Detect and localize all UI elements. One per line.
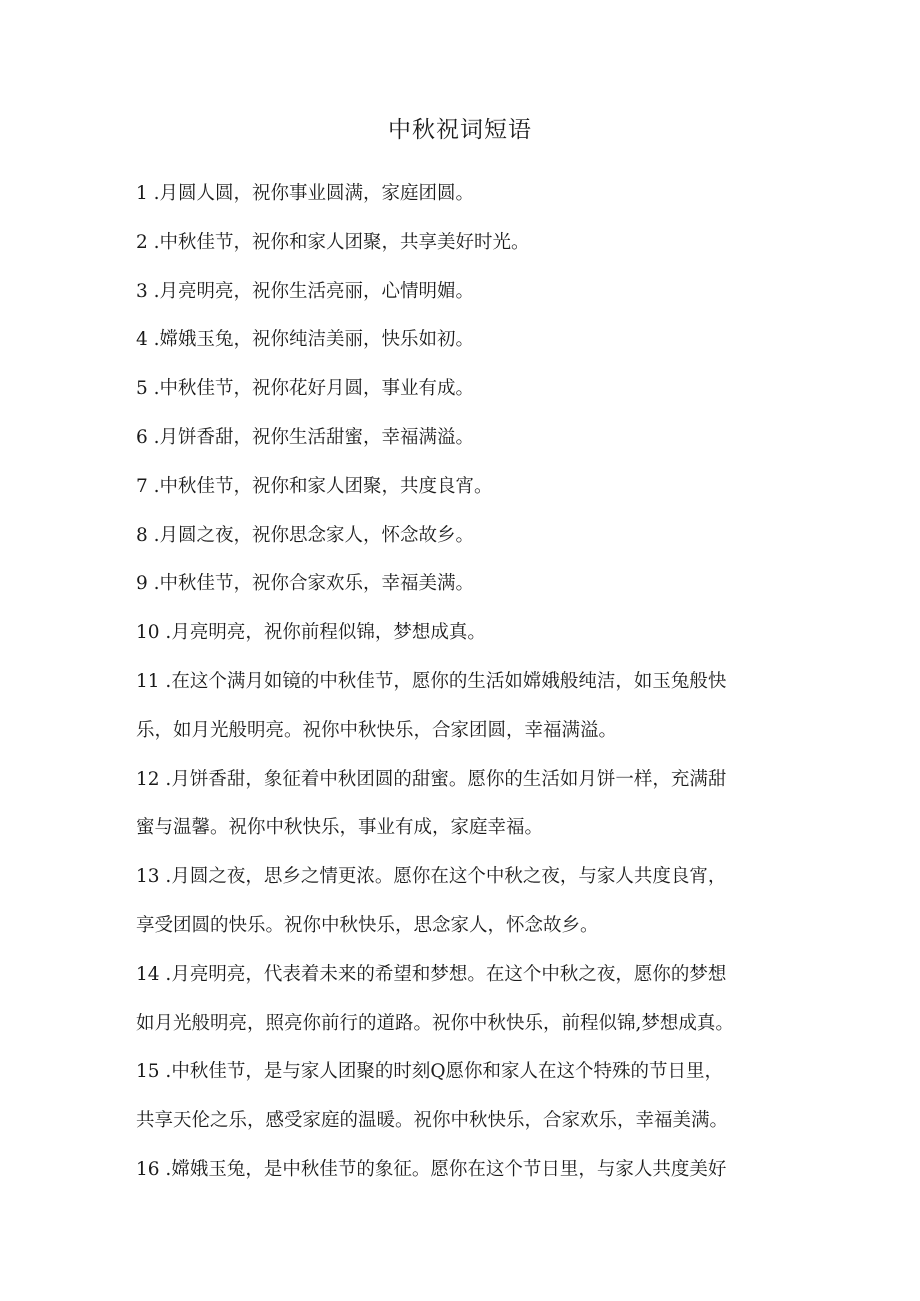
item-number: 8 . bbox=[136, 524, 160, 546]
item-number: 15 . bbox=[136, 1061, 172, 1083]
item-number: 7 . bbox=[136, 475, 160, 497]
list-item-line bbox=[136, 316, 788, 365]
list-item bbox=[136, 219, 788, 268]
item-text: 月圆之夜，祝你思念家人，怀念故乡。 bbox=[159, 524, 475, 546]
greeting-list bbox=[136, 170, 788, 1195]
item-number: 16 . bbox=[136, 1158, 172, 1180]
item-number: 6 . bbox=[136, 426, 160, 448]
list-item-line bbox=[136, 951, 788, 1000]
item-text: 在这个满月如镜的中秋佳节，愿你的生活如嫦娥般纯洁，如玉兔般快 bbox=[171, 670, 727, 692]
list-item-line bbox=[136, 268, 788, 317]
list-item-line bbox=[136, 853, 788, 902]
item-text: 月亮明亮，祝你前程似锦，梦想成真。 bbox=[171, 622, 486, 644]
list-item-continuation: 共享天伦之乐，感受家庭的温暖。祝你中秋快乐，合家欢乐，幸福美满。 bbox=[136, 1110, 729, 1132]
item-text: 月亮明亮，代表着未来的希望和梦想。在这个中秋之夜，愿你的梦想 bbox=[171, 963, 727, 985]
document-title: 中秋祝词短语 bbox=[388, 117, 532, 143]
list-item-line bbox=[136, 365, 788, 414]
list-item bbox=[136, 316, 788, 365]
list-item-line bbox=[136, 1146, 788, 1195]
list-item bbox=[136, 658, 788, 756]
item-text: 嫦娥玉兔，是中秋佳节的象征。愿你在这个节日里，与家人共度美好 bbox=[171, 1158, 727, 1180]
list-item-line bbox=[136, 756, 788, 805]
item-number: 11 . bbox=[136, 670, 172, 692]
item-text: 月亮明亮，祝你生活亮丽，心情明媚。 bbox=[159, 280, 475, 302]
item-text: 月饼香甜，象征着中秋团圆的甜蜜。愿你的生活如月饼一样，充满甜 bbox=[171, 768, 727, 790]
list-item-line bbox=[136, 1048, 788, 1097]
list-item bbox=[136, 170, 788, 219]
list-item-continuation: 乐，如月光般明亮。祝你中秋快乐，合家团圆，幸福满溢。 bbox=[136, 719, 618, 741]
list-item bbox=[136, 609, 788, 658]
list-item-line bbox=[136, 414, 788, 463]
item-number: 3 . bbox=[136, 280, 160, 302]
item-text: 中秋佳节，祝你和家人团聚，共享美好时光。 bbox=[159, 231, 530, 253]
item-number: 1 . bbox=[136, 183, 160, 204]
item-number: 10 . bbox=[136, 622, 172, 644]
list-item bbox=[136, 756, 788, 854]
list-item-line bbox=[136, 219, 788, 268]
item-text: 中秋佳节，是与家人团聚的时刻Q愿你和家人在这个特殊的节日里， bbox=[171, 1061, 723, 1083]
item-number: 9 . bbox=[136, 573, 160, 595]
item-number: 5 . bbox=[136, 378, 160, 400]
list-item bbox=[136, 512, 788, 561]
list-item-line bbox=[136, 463, 788, 512]
list-item bbox=[136, 1048, 788, 1146]
item-text: 中秋佳节，祝你花好月圆，事业有成。 bbox=[159, 378, 475, 400]
item-text: 嫦娥玉兔，祝你纯洁美丽，快乐如初。 bbox=[159, 329, 475, 351]
list-item bbox=[136, 414, 788, 463]
list-item-line bbox=[136, 560, 788, 609]
list-item-line bbox=[136, 512, 788, 561]
item-text: 月圆之夜，思乡之情更浓。愿你在这个中秋之夜，与家人共度良宵， bbox=[171, 866, 727, 888]
item-number: 4 . bbox=[136, 329, 160, 351]
list-item-line bbox=[136, 170, 788, 219]
list-item bbox=[136, 1146, 788, 1195]
list-item-line bbox=[136, 658, 788, 707]
item-text: 中秋佳节，祝你和家人团聚，共度良宵。 bbox=[159, 475, 493, 497]
item-number: 2 . bbox=[136, 231, 160, 253]
list-item bbox=[136, 853, 788, 951]
item-number: 13 . bbox=[136, 866, 172, 888]
list-item bbox=[136, 951, 788, 1049]
item-text: 月圆人圆，祝你事业圆满，家庭团圆。 bbox=[159, 183, 475, 204]
list-item bbox=[136, 268, 788, 317]
list-item-line bbox=[136, 609, 788, 658]
item-text: 月饼香甜，祝你生活甜蜜，幸福满溢。 bbox=[159, 426, 475, 448]
list-item bbox=[136, 560, 788, 609]
list-item-continuation: 享受团圆的快乐。祝你中秋快乐，思念家人，怀念故乡。 bbox=[136, 914, 599, 936]
list-item-continuation: 蜜与温馨。祝你中秋快乐，事业有成，家庭幸福。 bbox=[136, 817, 544, 839]
item-text: 中秋佳节，祝你合家欢乐，幸福美满。 bbox=[159, 573, 475, 595]
list-item bbox=[136, 463, 788, 512]
item-number: 12 . bbox=[136, 768, 172, 790]
list-item-continuation: 如月光般明亮，照亮你前行的道路。祝你中秋快乐，前程似锦,梦想成真。 bbox=[136, 1012, 734, 1034]
item-number: 14 . bbox=[136, 963, 172, 985]
list-item bbox=[136, 365, 788, 414]
